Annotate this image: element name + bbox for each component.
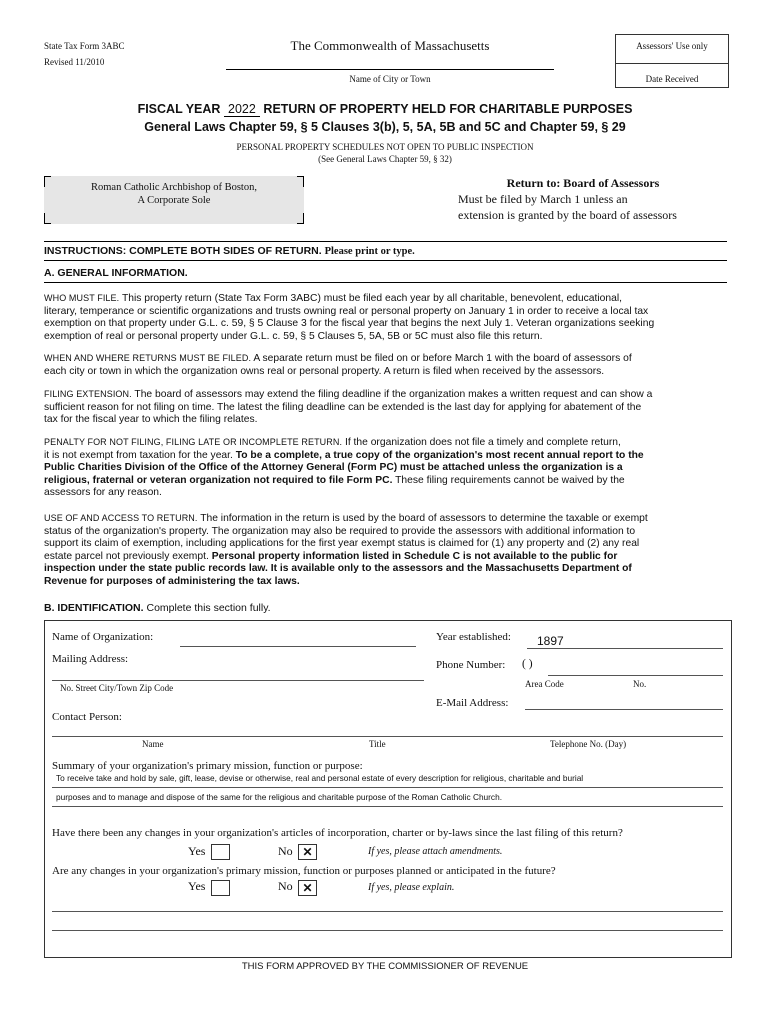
phone-label: Phone Number: bbox=[436, 659, 506, 671]
q1-yes-checkbox[interactable] bbox=[211, 844, 230, 860]
assessors-use-label: Assessors' Use only bbox=[636, 41, 708, 51]
instructions-bottom-rule bbox=[44, 260, 727, 261]
q2-yes-label: Yes bbox=[188, 879, 206, 893]
explain-line-2[interactable] bbox=[52, 930, 723, 931]
who-l2: literary, temperance or scientific organizations and trusts owning real or personal property on January 1 in order to receive a local tax bbox=[44, 305, 649, 317]
organization-line2: A Corporate Sole bbox=[137, 195, 211, 206]
q2-note: If yes, please explain. bbox=[368, 882, 455, 893]
q1-no-label: No bbox=[278, 844, 293, 858]
summary-label: Summary of your organization's primary mission, function or purpose: bbox=[52, 760, 363, 772]
section-b-subtitle: Complete this section fully. bbox=[146, 602, 271, 614]
schedule-notice: PERSONAL PROPERTY SCHEDULES NOT OPEN TO PUBLIC INSPECTION bbox=[236, 142, 534, 152]
instructions-heading bbox=[44, 245, 415, 257]
revised-date: Revised 11/2010 bbox=[44, 57, 105, 67]
penalty bbox=[44, 436, 724, 500]
who-must-file bbox=[44, 292, 724, 343]
ext-label: FILING EXTENSION. bbox=[44, 389, 132, 399]
assessors-use-box bbox=[615, 34, 729, 88]
question-2: Are any changes in your organization's primary mission, function or purposes planned or anticipated in the future? bbox=[52, 865, 556, 877]
city-label: Name of City or Town bbox=[349, 74, 431, 84]
who-l3: exemption on that property under G.L. c. 59, § 5 Clause 3 for the fiscal year that begins the next July 1. Veteran organizations seeking bbox=[44, 318, 655, 330]
fiscal-suffix: RETURN OF PROPERTY HELD FOR CHARITABLE PURPOSES bbox=[263, 102, 633, 116]
schedule-reference: (See General Laws Chapter 59, § 32) bbox=[318, 154, 452, 164]
org-name-input[interactable] bbox=[180, 646, 416, 647]
contact-title-label: Title bbox=[369, 739, 386, 749]
return-to-heading: Return to: Board of Assessors bbox=[506, 176, 660, 190]
use-l4b: Personal property information listed in Schedule C is not available to the public for bbox=[211, 550, 618, 562]
city-line[interactable] bbox=[226, 69, 554, 70]
form-id: State Tax Form 3ABC bbox=[44, 41, 125, 51]
phone-paren: ( ) bbox=[522, 658, 533, 670]
summary-line1[interactable]: To receive take and hold by sale, gift, lease, devise or otherwise, real and personal estate of every description for religious, charitable and burial bbox=[56, 773, 584, 783]
ext-l2: sufficient reason for not filing on time. The latest the filing deadline can be extended is the last day for applying for abatement of the bbox=[44, 401, 642, 413]
instructions-top-rule bbox=[44, 241, 727, 242]
pen-l3: Public Charities Division of the Office of the Attorney General (Form PC) must be attached unless the organization is a bbox=[44, 462, 623, 474]
fiscal-prefix: FISCAL YEAR bbox=[137, 102, 221, 116]
question-1: Have there been any changes in your organization's articles of incorporation, charter or by-laws since the last filing of this return? bbox=[52, 827, 623, 839]
pen-l4a: religious, fraternal or veteran organization not required to file Form PC. bbox=[44, 474, 393, 486]
use-l3: support its claim of exemption, including applications for the first year exempt status is claimed for (1) any property and (2) any real bbox=[44, 538, 640, 550]
phone-no-label: No. bbox=[633, 679, 647, 689]
section-b-title: B. IDENTIFICATION. bbox=[44, 602, 144, 614]
explain-line-1[interactable] bbox=[52, 911, 723, 912]
who-l1: This property return (State Tax Form 3ABC) must be filed each year by all charitable, benevolent, educational, bbox=[121, 293, 622, 304]
organization-name-box[interactable] bbox=[44, 176, 304, 224]
q2-no-label: No bbox=[278, 879, 293, 893]
area-code-label: Area Code bbox=[525, 679, 564, 689]
section-a-heading: A. GENERAL INFORMATION. bbox=[44, 267, 188, 279]
use-l5: inspection under the state public records law. It is available only to the assessors and the Massachusetts Department of bbox=[44, 563, 632, 575]
org-name-label: Name of Organization: bbox=[52, 631, 154, 643]
use-access bbox=[44, 512, 724, 589]
year-established-line bbox=[527, 648, 723, 649]
corner-br bbox=[297, 213, 304, 224]
return-to-line1: Must be filed by March 1 unless an bbox=[458, 192, 628, 206]
ext-l3: tax for the fiscal year to which the filing relates. bbox=[44, 414, 258, 426]
who-label: WHO MUST FILE. bbox=[44, 293, 120, 303]
email-label: E-Mail Address: bbox=[436, 697, 509, 709]
when-label: WHEN AND WHERE RETURNS MUST BE FILED. bbox=[44, 353, 252, 363]
fiscal-year-title bbox=[0, 102, 770, 117]
use-l2: status of the organization's property. The organization may also be required to provide the assessors with additional information to bbox=[44, 525, 636, 537]
statute-title: General Laws Chapter 59, § 5 Clauses 3(b), 5, 5A, 5B and 5C and Chapter 59, § 29 bbox=[144, 120, 626, 134]
date-received-label: Date Received bbox=[645, 74, 699, 84]
section-b-heading bbox=[44, 602, 271, 614]
phone-input[interactable] bbox=[548, 675, 723, 676]
use-label: USE OF AND ACCESS TO RETURN. bbox=[44, 513, 198, 523]
year-established-value[interactable]: 1897 bbox=[537, 634, 564, 648]
identification-box bbox=[44, 620, 732, 958]
year-established-label: Year established: bbox=[436, 631, 511, 643]
q1-yes-label: Yes bbox=[188, 844, 206, 858]
organization-line1: Roman Catholic Archbishop of Boston, bbox=[91, 182, 257, 193]
pen-label: PENALTY FOR NOT FILING, FILING LATE OR INCOMPLETE RETURN. bbox=[44, 437, 343, 447]
q2-yes-checkbox[interactable] bbox=[211, 880, 230, 896]
pen-l2b: To be a complete, a true copy of the organization's most recent annual report to the bbox=[235, 449, 644, 461]
q2-no-checkbox[interactable]: ✕ bbox=[298, 880, 317, 896]
assessors-divider bbox=[616, 63, 728, 64]
contact-name-label: Name bbox=[142, 739, 164, 749]
pen-l2a: it is not exempt from taxation for the year. bbox=[44, 449, 233, 461]
contact-person-label: Contact Person: bbox=[52, 711, 122, 723]
footer-approval: THIS FORM APPROVED BY THE COMMISSIONER OF REVENUE bbox=[241, 961, 529, 972]
use-l4a: estate parcel not previously exempt. bbox=[44, 550, 209, 562]
return-to-line2: extension is granted by the board of assessors bbox=[458, 208, 677, 222]
when-l1: A separate return must be filed on or before March 1 with the board of assessors of bbox=[253, 353, 632, 364]
q1-no-checkbox[interactable]: ✕ bbox=[298, 844, 317, 860]
contact-person-input[interactable] bbox=[52, 736, 723, 737]
instructions-note: Please print or type. bbox=[324, 246, 415, 257]
summary-line1-rule bbox=[52, 787, 723, 788]
section-a-rule bbox=[44, 282, 727, 283]
contact-telephone-label: Telephone No. (Day) bbox=[550, 739, 627, 749]
mailing-address-input[interactable] bbox=[52, 680, 424, 681]
address-sub-label: No. Street City/Town Zip Code bbox=[60, 683, 174, 693]
summary-line2[interactable]: purposes and to manage and dispose of the same for the religious and charitable purpose of the Roman Catholic Church. bbox=[56, 792, 502, 802]
commonwealth-title: The Commonwealth of Massachusetts bbox=[290, 38, 490, 53]
pen-l1: If the organization does not file a timely and complete return, bbox=[344, 437, 621, 448]
fiscal-year-input[interactable]: 2022 bbox=[224, 102, 260, 117]
instructions-title: INSTRUCTIONS: COMPLETE BOTH SIDES OF RETURN. bbox=[44, 245, 322, 257]
pen-l5: assessors for any reason. bbox=[44, 487, 162, 499]
use-l6: Revenue for purposes of administering the tax laws. bbox=[44, 575, 300, 587]
ext-l1: The board of assessors may extend the filing deadline if the organization makes a written request and can show a bbox=[134, 389, 653, 400]
corner-bl bbox=[44, 213, 51, 224]
filing-extension bbox=[44, 388, 724, 427]
pen-l4b: These filing requirements cannot be waived by the bbox=[395, 474, 625, 486]
use-l1: The information in the return is used by the board of assessors to determine the taxable or exempt bbox=[200, 513, 648, 524]
when-where bbox=[44, 352, 724, 378]
when-l2: each city or town in which the organization owns real or personal property. A return is filed when received by the assessors. bbox=[44, 365, 605, 377]
email-input[interactable] bbox=[525, 709, 723, 710]
q1-note: If yes, please attach amendments. bbox=[368, 846, 503, 857]
mailing-address-label: Mailing Address: bbox=[52, 653, 129, 665]
summary-line2-rule bbox=[52, 806, 723, 807]
who-l4: exemption of real or personal property under G.L. c. 59, § 5 Clauses 5, 5A, 5B or 5C must also file this return. bbox=[44, 330, 543, 342]
